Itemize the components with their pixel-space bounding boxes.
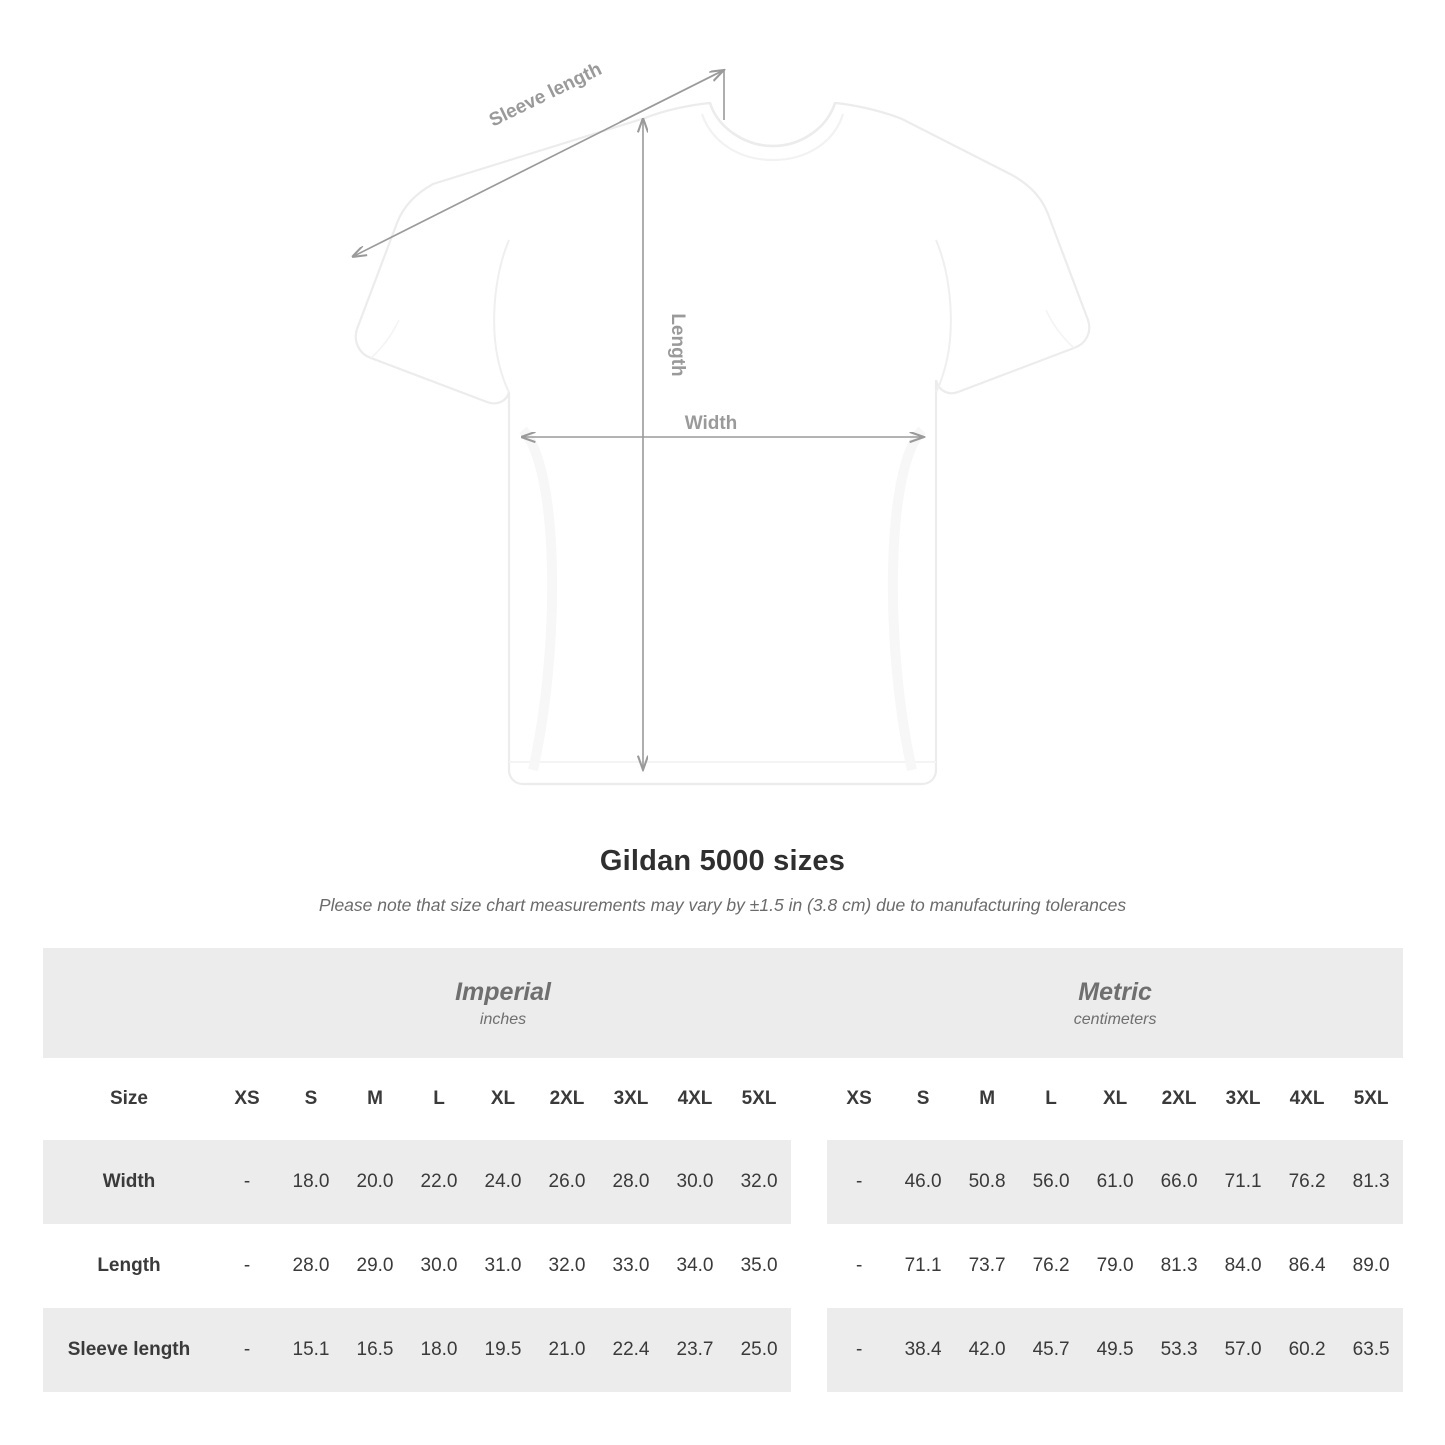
column-header-imperial-m: M: [343, 1058, 407, 1140]
cell-sleeve-imperial-xl: 19.5: [471, 1308, 535, 1392]
column-header-imperial-4xl: 4XL: [663, 1058, 727, 1140]
column-header-metric-l: L: [1019, 1058, 1083, 1140]
cell-sleeve-imperial-xs: -: [215, 1308, 279, 1392]
cell-sleeve-imperial-s: 15.1: [279, 1308, 343, 1392]
cell-sleeve-metric-s: 38.4: [891, 1308, 955, 1392]
cell-width-metric-s: 46.0: [891, 1140, 955, 1224]
column-header-imperial-5xl: 5XL: [727, 1058, 791, 1140]
unit-header-gap: [791, 948, 827, 1058]
column-header-imperial-3xl: 3XL: [599, 1058, 663, 1140]
table-row: [43, 1224, 1403, 1308]
cell-length-metric-4xl: 86.4: [1275, 1224, 1339, 1308]
unit-name-imperial: Imperial: [455, 978, 551, 1006]
cell-sleeve-metric-5xl: 63.5: [1339, 1308, 1403, 1392]
table-row: [43, 1140, 1403, 1224]
cell-length-imperial-m: 29.0: [343, 1224, 407, 1308]
cell-width-imperial-xl: 24.0: [471, 1140, 535, 1224]
column-header-metric-4xl: 4XL: [1275, 1058, 1339, 1140]
cell-length-imperial-5xl: 35.0: [727, 1224, 791, 1308]
unit-name-metric: Metric: [1078, 978, 1152, 1006]
cell-length-metric-2xl: 81.3: [1147, 1224, 1211, 1308]
column-header-metric-m: M: [955, 1058, 1019, 1140]
cell-sleeve-imperial-2xl: 21.0: [535, 1308, 599, 1392]
row-label-width: Width: [43, 1140, 215, 1224]
cell-width-metric-4xl: 76.2: [1275, 1140, 1339, 1224]
svg-text:Width: Width: [684, 413, 738, 434]
cell-width-metric-3xl: 71.1: [1211, 1140, 1275, 1224]
column-header-imperial-xs: XS: [215, 1058, 279, 1140]
svg-text:Length: Length: [667, 313, 688, 377]
cell-length-imperial-xs: -: [215, 1224, 279, 1308]
cell-sleeve-imperial-l: 18.0: [407, 1308, 471, 1392]
column-gap: [791, 1058, 827, 1140]
cell-sleeve-metric-4xl: 60.2: [1275, 1308, 1339, 1392]
cell-width-imperial-s: 18.0: [279, 1140, 343, 1224]
cell-width-metric-5xl: 81.3: [1339, 1140, 1403, 1224]
tshirt-shape: [356, 103, 1089, 784]
cell-sleeve-metric-3xl: 57.0: [1211, 1308, 1275, 1392]
column-header-metric-xs: XS: [827, 1058, 891, 1140]
table-size-header-row: [43, 1058, 1403, 1140]
cell-length-imperial-l: 30.0: [407, 1224, 471, 1308]
cell-length-metric-s: 71.1: [891, 1224, 955, 1308]
cell-width-metric-xl: 61.0: [1083, 1140, 1147, 1224]
cell-sleeve-metric-xs: -: [827, 1308, 891, 1392]
cell-width-imperial-2xl: 26.0: [535, 1140, 599, 1224]
cell-length-imperial-2xl: 32.0: [535, 1224, 599, 1308]
cell-sleeve-imperial-4xl: 23.7: [663, 1308, 727, 1392]
column-header-metric-2xl: 2XL: [1147, 1058, 1211, 1140]
table-unit-header-row: [43, 948, 1403, 1058]
table-row: [43, 1308, 1403, 1392]
cell-length-metric-l: 76.2: [1019, 1224, 1083, 1308]
cell-width-metric-m: 50.8: [955, 1140, 1019, 1224]
column-header-metric-xl: XL: [1083, 1058, 1147, 1140]
unit-header-imperial: [215, 948, 791, 1058]
unit-sub-metric: centimeters: [1073, 1011, 1157, 1028]
cell-sleeve-metric-m: 42.0: [955, 1308, 1019, 1392]
column-header-imperial-xl: XL: [471, 1058, 535, 1140]
cell-width-metric-2xl: 66.0: [1147, 1140, 1211, 1224]
row-label-sleeve-length: Sleeve length: [43, 1308, 215, 1392]
cell-sleeve-imperial-m: 16.5: [343, 1308, 407, 1392]
column-gap: [791, 1224, 827, 1308]
cell-length-metric-xs: -: [827, 1224, 891, 1308]
column-gap: [791, 1308, 827, 1392]
cell-width-imperial-l: 22.0: [407, 1140, 471, 1224]
size-chart-table: [43, 948, 1403, 1392]
cell-length-metric-3xl: 84.0: [1211, 1224, 1275, 1308]
cell-length-metric-5xl: 89.0: [1339, 1224, 1403, 1308]
unit-header-spacer: [43, 948, 215, 1058]
cell-width-metric-xs: -: [827, 1140, 891, 1224]
unit-sub-imperial: inches: [479, 1011, 527, 1028]
column-header-metric-3xl: 3XL: [1211, 1058, 1275, 1140]
column-header-metric-s: S: [891, 1058, 955, 1140]
tolerance-note: Please note that size chart measurements may vary by ±1.5 in (3.8 cm) due to manufacturing tolerances: [318, 895, 1127, 915]
cell-width-imperial-xs: -: [215, 1140, 279, 1224]
cell-width-imperial-m: 20.0: [343, 1140, 407, 1224]
cell-length-metric-m: 73.7: [955, 1224, 1019, 1308]
column-header-metric-5xl: 5XL: [1339, 1058, 1403, 1140]
cell-length-metric-xl: 79.0: [1083, 1224, 1147, 1308]
cell-width-imperial-5xl: 32.0: [727, 1140, 791, 1224]
svg-text:Sleeve length: Sleeve length: [485, 58, 606, 132]
page-title: Gildan 5000 sizes: [599, 845, 846, 877]
cell-sleeve-metric-l: 45.7: [1019, 1308, 1083, 1392]
cell-length-imperial-4xl: 34.0: [663, 1224, 727, 1308]
cell-sleeve-imperial-5xl: 25.0: [727, 1308, 791, 1392]
cell-width-metric-l: 56.0: [1019, 1140, 1083, 1224]
column-header-imperial-l: L: [407, 1058, 471, 1140]
cell-sleeve-metric-xl: 49.5: [1083, 1308, 1147, 1392]
cell-length-imperial-s: 28.0: [279, 1224, 343, 1308]
cell-length-imperial-xl: 31.0: [471, 1224, 535, 1308]
column-gap: [791, 1140, 827, 1224]
cell-length-imperial-3xl: 33.0: [599, 1224, 663, 1308]
column-header-imperial-2xl: 2XL: [535, 1058, 599, 1140]
cell-width-imperial-4xl: 30.0: [663, 1140, 727, 1224]
column-header-imperial-s: S: [279, 1058, 343, 1140]
column-header-size: Size: [43, 1058, 215, 1140]
cell-sleeve-metric-2xl: 53.3: [1147, 1308, 1211, 1392]
row-label-length: Length: [43, 1224, 215, 1308]
cell-sleeve-imperial-3xl: 22.4: [599, 1308, 663, 1392]
unit-header-metric: [827, 948, 1403, 1058]
cell-width-imperial-3xl: 28.0: [599, 1140, 663, 1224]
